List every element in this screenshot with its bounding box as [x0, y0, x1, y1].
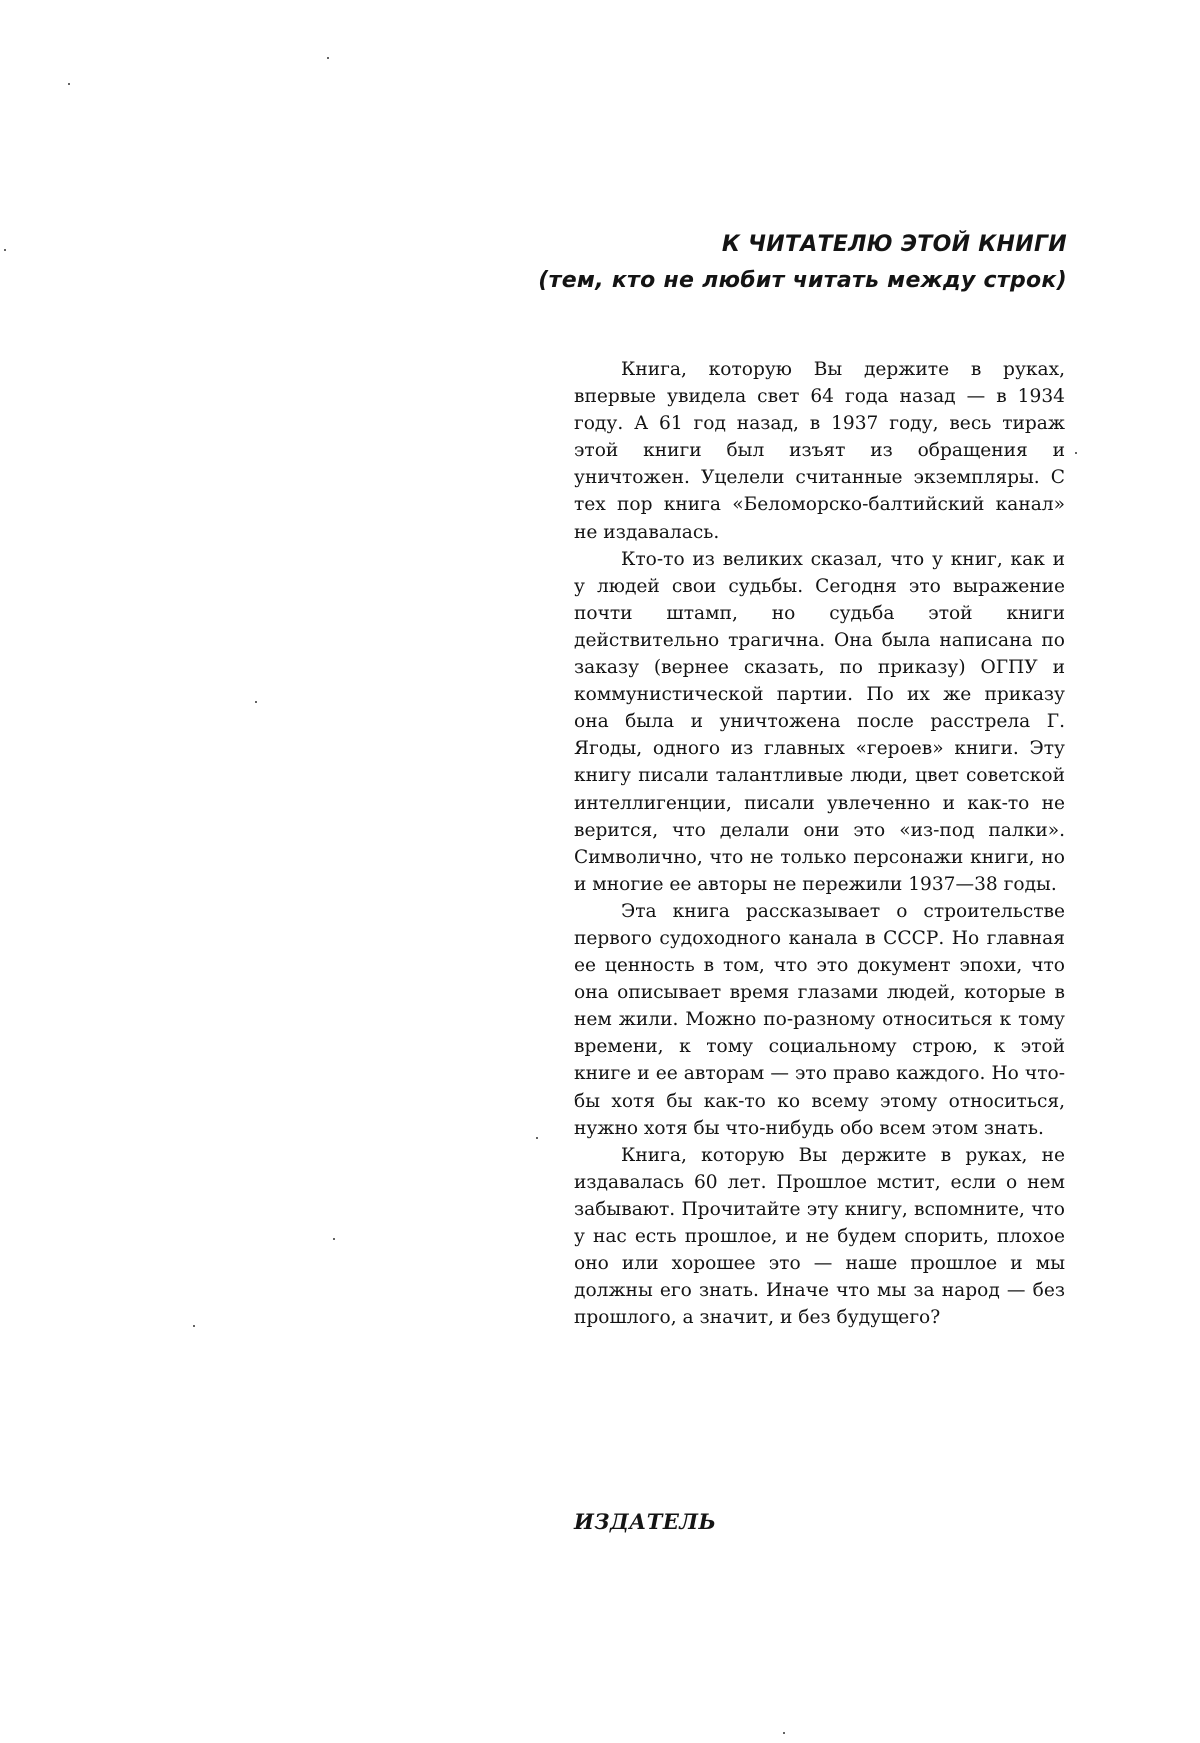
page-title: К ЧИТАТЕЛЮ ЭТОЙ КНИГИ	[721, 232, 1067, 257]
scan-speck	[193, 1325, 195, 1327]
scan-speck	[333, 1238, 335, 1240]
scan-speck	[536, 1137, 538, 1139]
page-subtitle: (тем, кто не любит читать между строк)	[538, 268, 1067, 293]
scan-speck	[1075, 452, 1077, 454]
scan-speck	[783, 1732, 785, 1734]
body-text	[574, 356, 1065, 1331]
paragraph-2: Кто-то из великих сказал, что у книг, как и у людей свои судьбы. Сегодня это выражение почти штамп, но судьба этой книги действительно трагична. Она была написана по заказу (вернее сказать, по приказу) ОГПУ и коммунистической партии. По их же приказу она была и уничтожена после расстрела Г. Ягоды, одного из главных «героев» книги. Эту книгу писали талантливые люди, цвет советской интеллигенции, писали увлеченно и как-то не верится, что делали они это «из-под палки». Символично, что не только персонажи книги, но и многие ее авторы не пережили 1937—38 годы.	[574, 548, 1065, 895]
scan-speck	[4, 249, 6, 251]
scan-speck	[68, 83, 70, 85]
paragraph-3: Эта книга рассказывает о строительстве первого судоходного канала в СССР. Но главная ее ценность в том, что это документ эпохи, что она описывает время глазами людей, которые в нем жили. Можно по-разному относиться к тому времени, к тому социальному строю, к этой книге и ее авторам — это право каждого. Но чтобы хотя бы как-то ко всему этому относиться, нужно хотя бы что-нибудь обо всем этом знать.	[574, 900, 1065, 1139]
paragraph-4: Книга, которую Вы держите в руках, не издавалась 60 лет. Прошлое мстит, если о нем забывают. Прочитайте эту книгу, вспомните, что у нас есть прошлое, и не будем спорить, плохое оно или хорошее это — наше прошлое и мы должны его знать. Иначе что мы за народ — без прошлого, а значит, и без будущего?	[574, 1144, 1065, 1329]
scan-speck	[255, 701, 257, 703]
paragraph-1: Книга, которую Вы держите в руках, впервые увидела свет 64 года назад — в 1934 году. А 61 год назад, в 1937 году, весь тираж этой книги был изъят из обращения и уничтожен. Уцелели считанные экземпляры. С тех пор книга «Беломорско-балтийский канал» не издавалась.	[574, 359, 1065, 543]
publisher-signature: ИЗДАТЕЛЬ	[574, 1509, 717, 1534]
scan-speck	[327, 57, 329, 59]
